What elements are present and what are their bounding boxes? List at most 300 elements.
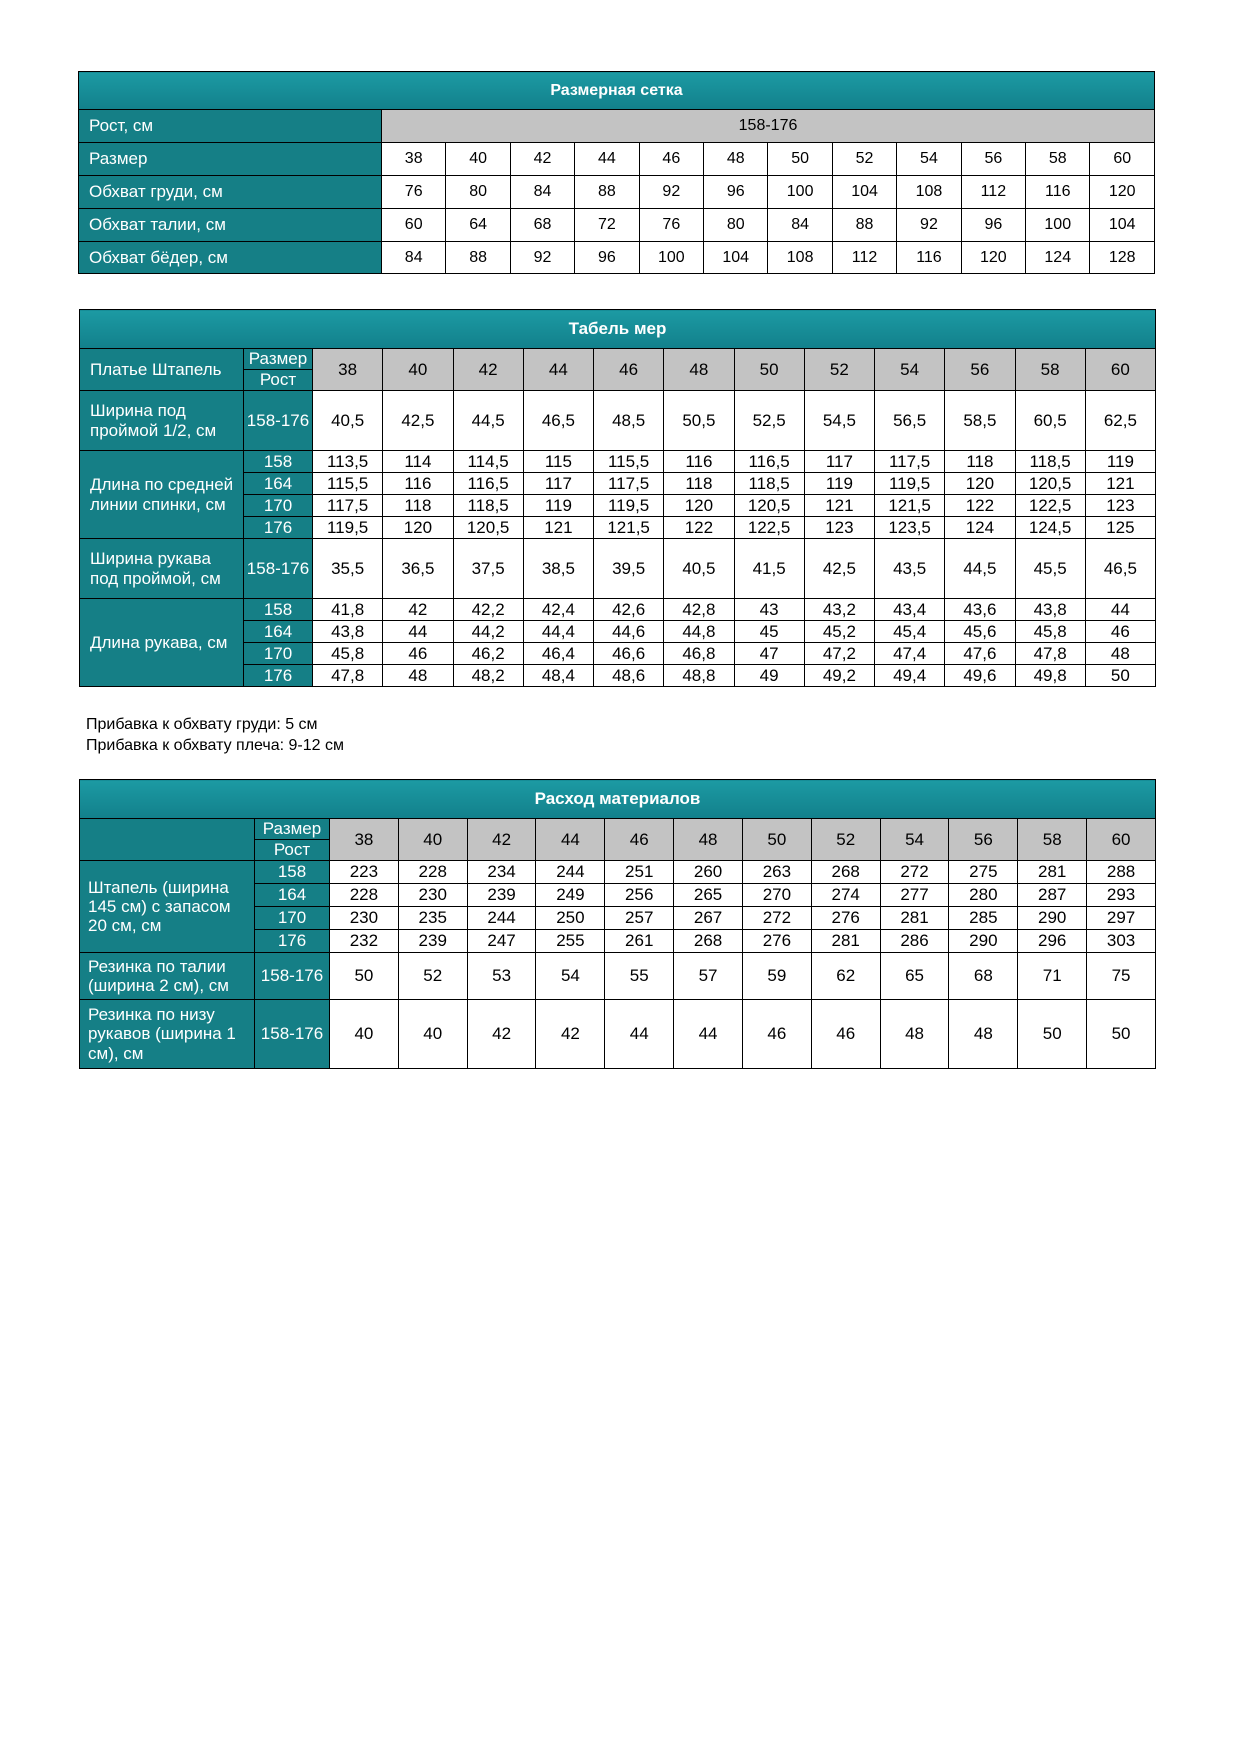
size-header-cell: 56: [945, 349, 1015, 391]
value-cell: 42: [383, 599, 453, 621]
value-cell: 80: [446, 176, 510, 209]
value-cell: 108: [768, 242, 832, 274]
value-cell: 37,5: [453, 539, 523, 599]
value-cell: 57: [674, 953, 743, 1000]
value-cell: 121: [1085, 473, 1155, 495]
value-cell: 43,8: [1015, 599, 1085, 621]
value-cell: 42,8: [664, 599, 734, 621]
value-cell: 116: [383, 473, 453, 495]
value-cell: 114: [383, 451, 453, 473]
size-header-cell: 50: [742, 819, 811, 861]
value-cell: 84: [768, 209, 832, 242]
value-cell: 118,5: [1015, 451, 1085, 473]
value-cell: 49: [734, 665, 804, 687]
value-cell: 44: [674, 1000, 743, 1069]
value-cell: 62: [811, 953, 880, 1000]
size-header-cell: 38: [313, 349, 383, 391]
value-cell: 281: [1018, 861, 1087, 884]
value-cell: 48,2: [453, 665, 523, 687]
materials-row: [80, 861, 1156, 884]
value-cell: 58,5: [945, 391, 1015, 451]
size-header-cell: 40: [398, 819, 467, 861]
value-cell: 124: [945, 517, 1015, 539]
value-cell: 42: [467, 1000, 536, 1069]
value-cell: 296: [1018, 930, 1087, 953]
value-cell: 119,5: [875, 473, 945, 495]
size-header-cell: 46: [605, 819, 674, 861]
row-label: Обхват груди, см: [79, 176, 382, 209]
row-label: Обхват талии, см: [79, 209, 382, 242]
value-cell: 64: [446, 209, 510, 242]
value-cell: 43,8: [313, 621, 383, 643]
value-cell: 122,5: [734, 517, 804, 539]
value-cell: 43: [734, 599, 804, 621]
value-cell: 54,5: [804, 391, 874, 451]
value-cell: 113,5: [313, 451, 383, 473]
value-cell: 44,2: [453, 621, 523, 643]
value-cell: 272: [880, 861, 949, 884]
height-label: Рост: [255, 840, 330, 861]
value-cell: 122,5: [1015, 495, 1085, 517]
value-cell: 55: [605, 953, 674, 1000]
value-cell: 52: [832, 143, 896, 176]
value-cell: 53: [467, 953, 536, 1000]
value-cell: 118: [945, 451, 1015, 473]
value-cell: 52,5: [734, 391, 804, 451]
value-cell: 265: [674, 884, 743, 907]
value-cell: 49,6: [945, 665, 1015, 687]
size-header-cell: 42: [453, 349, 523, 391]
value-cell: 261: [605, 930, 674, 953]
value-cell: 60: [382, 209, 446, 242]
value-cell: 45,8: [313, 643, 383, 665]
height-cell: 158-176: [244, 391, 313, 451]
value-cell: 115: [523, 451, 593, 473]
value-cell: 52: [398, 953, 467, 1000]
value-cell: 75: [1087, 953, 1156, 1000]
value-cell: 76: [639, 209, 703, 242]
height-cell: 158: [255, 861, 330, 884]
value-cell: 280: [949, 884, 1018, 907]
value-cell: 42: [510, 143, 574, 176]
value-cell: 41,8: [313, 599, 383, 621]
value-cell: 48: [383, 665, 453, 687]
value-cell: 88: [575, 176, 639, 209]
value-cell: 116: [1026, 176, 1090, 209]
value-cell: 58: [1026, 143, 1090, 176]
size-header-cell: 58: [1015, 349, 1085, 391]
value-cell: 124,5: [1015, 517, 1085, 539]
value-cell: 270: [742, 884, 811, 907]
value-cell: 44,5: [945, 539, 1015, 599]
value-cell: 47,2: [804, 643, 874, 665]
value-cell: 43,2: [804, 599, 874, 621]
value-cell: 100: [639, 242, 703, 274]
value-cell: 121,5: [875, 495, 945, 517]
value-cell: 268: [811, 861, 880, 884]
value-cell: 48: [949, 1000, 1018, 1069]
value-cell: 118: [383, 495, 453, 517]
measures-header-row: [80, 349, 1156, 370]
value-cell: 119,5: [313, 517, 383, 539]
value-cell: 44: [383, 621, 453, 643]
size-grid-title: Размерная сетка: [79, 72, 1155, 110]
value-cell: 45,5: [1015, 539, 1085, 599]
value-cell: 250: [536, 907, 605, 930]
value-cell: 62,5: [1085, 391, 1155, 451]
value-cell: 47,8: [313, 665, 383, 687]
size-grid-row: [79, 176, 1155, 209]
height-cell: 176: [244, 665, 313, 687]
value-cell: 38: [382, 143, 446, 176]
size-header-cell: 52: [804, 349, 874, 391]
value-cell: 120: [961, 242, 1025, 274]
value-cell: 108: [897, 176, 961, 209]
value-cell: 104: [704, 242, 768, 274]
value-cell: 228: [330, 884, 399, 907]
value-cell: 72: [575, 209, 639, 242]
value-cell: 267: [674, 907, 743, 930]
value-cell: 116,5: [453, 473, 523, 495]
size-header-cell: 54: [875, 349, 945, 391]
value-cell: 59: [742, 953, 811, 1000]
value-cell: 255: [536, 930, 605, 953]
material-label: Штапель (ширина 145 см) с запасом 20 см, см: [80, 861, 255, 953]
size-header-cell: 42: [467, 819, 536, 861]
value-cell: 40: [398, 1000, 467, 1069]
value-cell: 293: [1087, 884, 1156, 907]
value-cell: 288: [1087, 861, 1156, 884]
value-cell: 45: [734, 621, 804, 643]
value-cell: 256: [605, 884, 674, 907]
value-cell: 46,5: [1085, 539, 1155, 599]
value-cell: 44,8: [664, 621, 734, 643]
measure-label: Ширина рукава под проймой, см: [80, 539, 244, 599]
value-cell: 45,6: [945, 621, 1015, 643]
value-cell: 47,8: [1015, 643, 1085, 665]
height-cell: 170: [244, 495, 313, 517]
value-cell: 92: [897, 209, 961, 242]
size-header-cell: 60: [1087, 819, 1156, 861]
value-cell: 112: [832, 242, 896, 274]
value-cell: 263: [742, 861, 811, 884]
value-cell: 38,5: [523, 539, 593, 599]
measures-row: [80, 539, 1156, 599]
value-cell: 54: [897, 143, 961, 176]
value-cell: 244: [467, 907, 536, 930]
value-cell: 44,4: [523, 621, 593, 643]
value-cell: 56: [961, 143, 1025, 176]
value-cell: 41,5: [734, 539, 804, 599]
materials-header-row: [80, 819, 1156, 840]
size-header-cell: 58: [1018, 819, 1087, 861]
value-cell: 68: [949, 953, 1018, 1000]
value-cell: 54: [536, 953, 605, 1000]
value-cell: 40: [446, 143, 510, 176]
size-header-cell: 52: [811, 819, 880, 861]
value-cell: 50: [768, 143, 832, 176]
value-cell: 257: [605, 907, 674, 930]
value-cell: 44: [575, 143, 639, 176]
value-cell: 40,5: [664, 539, 734, 599]
value-cell: 50,5: [664, 391, 734, 451]
value-cell: 249: [536, 884, 605, 907]
height-cell: 176: [244, 517, 313, 539]
value-cell: 276: [742, 930, 811, 953]
note-shoulder-ease: Прибавка к обхвату плеча: 9-12 см: [86, 737, 344, 754]
value-cell: 239: [467, 884, 536, 907]
notes: [86, 714, 344, 756]
value-cell: 287: [1018, 884, 1087, 907]
value-cell: 121,5: [594, 517, 664, 539]
value-cell: 239: [398, 930, 467, 953]
material-label: Резинка по низу рукавов (ширина 1 см), см: [80, 1000, 255, 1069]
value-cell: 44: [1085, 599, 1155, 621]
value-cell: 104: [832, 176, 896, 209]
size-header-cell: 56: [949, 819, 1018, 861]
height-cell: 158-176: [255, 1000, 330, 1069]
value-cell: 303: [1087, 930, 1156, 953]
measure-label: Длина рукава, см: [80, 599, 244, 687]
size-header-cell: 38: [330, 819, 399, 861]
value-cell: 50: [1085, 665, 1155, 687]
value-cell: 42,6: [594, 599, 664, 621]
value-cell: 88: [446, 242, 510, 274]
height-cell: 164: [244, 621, 313, 643]
value-cell: 281: [811, 930, 880, 953]
value-cell: 116,5: [734, 451, 804, 473]
value-cell: 100: [1026, 209, 1090, 242]
value-cell: 234: [467, 861, 536, 884]
value-cell: 45,8: [1015, 621, 1085, 643]
value-cell: 122: [664, 517, 734, 539]
value-cell: 43,4: [875, 599, 945, 621]
size-label: Размер: [244, 349, 313, 370]
value-cell: 119: [804, 473, 874, 495]
row-label: Размер: [79, 143, 382, 176]
value-cell: 118,5: [734, 473, 804, 495]
height-label: Рост, см: [79, 110, 382, 143]
value-cell: 35,5: [313, 539, 383, 599]
value-cell: 123,5: [875, 517, 945, 539]
row-label: Обхват бёдер, см: [79, 242, 382, 274]
value-cell: 268: [674, 930, 743, 953]
size-header-cell: 54: [880, 819, 949, 861]
value-cell: 119: [1085, 451, 1155, 473]
value-cell: 46: [639, 143, 703, 176]
materials-row: [80, 1000, 1156, 1069]
measures-row: [80, 599, 1156, 621]
value-cell: 42,5: [804, 539, 874, 599]
value-cell: 285: [949, 907, 1018, 930]
height-cell: 164: [244, 473, 313, 495]
value-cell: 46,2: [453, 643, 523, 665]
value-cell: 96: [704, 176, 768, 209]
value-cell: 115,5: [313, 473, 383, 495]
value-cell: 48,5: [594, 391, 664, 451]
value-cell: 100: [768, 176, 832, 209]
material-label: Резинка по талии (ширина 2 см), см: [80, 953, 255, 1000]
value-cell: 60,5: [1015, 391, 1085, 451]
size-header-cell: 44: [536, 819, 605, 861]
value-cell: 125: [1085, 517, 1155, 539]
size-header-cell: 40: [383, 349, 453, 391]
value-cell: 40,5: [313, 391, 383, 451]
value-cell: 123: [1085, 495, 1155, 517]
value-cell: 128: [1090, 242, 1155, 274]
value-cell: 232: [330, 930, 399, 953]
value-cell: 46,5: [523, 391, 593, 451]
height-cell: 158: [244, 599, 313, 621]
height-label: Рост: [244, 370, 313, 391]
value-cell: 115,5: [594, 451, 664, 473]
note-chest-ease: Прибавка к обхвату груди: 5 см: [86, 716, 318, 733]
value-cell: 46: [1085, 621, 1155, 643]
value-cell: 223: [330, 861, 399, 884]
size-grid-row: [79, 242, 1155, 274]
value-cell: 36,5: [383, 539, 453, 599]
value-cell: 48: [1085, 643, 1155, 665]
size-header-cell: 46: [594, 349, 664, 391]
value-cell: 281: [880, 907, 949, 930]
value-cell: 47,6: [945, 643, 1015, 665]
value-cell: 46: [811, 1000, 880, 1069]
value-cell: 80: [704, 209, 768, 242]
value-cell: 68: [510, 209, 574, 242]
value-cell: 297: [1087, 907, 1156, 930]
value-cell: 49,2: [804, 665, 874, 687]
value-cell: 39,5: [594, 539, 664, 599]
value-cell: 117,5: [313, 495, 383, 517]
value-cell: 272: [742, 907, 811, 930]
value-cell: 114,5: [453, 451, 523, 473]
value-cell: 123: [804, 517, 874, 539]
size-header-cell: 50: [734, 349, 804, 391]
value-cell: 46: [383, 643, 453, 665]
value-cell: 119: [523, 495, 593, 517]
value-cell: 88: [832, 209, 896, 242]
value-cell: 247: [467, 930, 536, 953]
value-cell: 48,8: [664, 665, 734, 687]
value-cell: 117,5: [875, 451, 945, 473]
value-cell: 42,5: [383, 391, 453, 451]
value-cell: 50: [330, 953, 399, 1000]
size-header-cell: 48: [664, 349, 734, 391]
materials-row: [80, 953, 1156, 1000]
value-cell: 84: [510, 176, 574, 209]
value-cell: 117: [804, 451, 874, 473]
value-cell: 45,2: [804, 621, 874, 643]
value-cell: 45,4: [875, 621, 945, 643]
value-cell: 47,4: [875, 643, 945, 665]
height-cell: 158: [244, 451, 313, 473]
size-header-cell: 48: [674, 819, 743, 861]
value-cell: 120,5: [1015, 473, 1085, 495]
value-cell: 122: [945, 495, 1015, 517]
value-cell: 48: [704, 143, 768, 176]
value-cell: 46,8: [664, 643, 734, 665]
measures-row: [80, 391, 1156, 451]
value-cell: 76: [382, 176, 446, 209]
value-cell: 71: [1018, 953, 1087, 1000]
value-cell: 116: [897, 242, 961, 274]
value-cell: 92: [639, 176, 703, 209]
size-grid-row: [79, 209, 1155, 242]
value-cell: 121: [804, 495, 874, 517]
value-cell: 120: [945, 473, 1015, 495]
height-cell: 170: [244, 643, 313, 665]
size-grid-row: [79, 143, 1155, 176]
value-cell: 124: [1026, 242, 1090, 274]
value-cell: 120,5: [734, 495, 804, 517]
value-cell: 96: [575, 242, 639, 274]
height-range: 158-176: [382, 110, 1155, 143]
value-cell: 235: [398, 907, 467, 930]
value-cell: 44,6: [594, 621, 664, 643]
value-cell: 117,5: [594, 473, 664, 495]
value-cell: 44,5: [453, 391, 523, 451]
value-cell: 50: [1087, 1000, 1156, 1069]
value-cell: 230: [398, 884, 467, 907]
value-cell: 42,4: [523, 599, 593, 621]
value-cell: 117: [523, 473, 593, 495]
height-cell: 158-176: [244, 539, 313, 599]
value-cell: 290: [1018, 907, 1087, 930]
value-cell: 228: [398, 861, 467, 884]
value-cell: 120: [664, 495, 734, 517]
value-cell: 274: [811, 884, 880, 907]
value-cell: 46,6: [594, 643, 664, 665]
value-cell: 48,6: [594, 665, 664, 687]
value-cell: 286: [880, 930, 949, 953]
value-cell: 121: [523, 517, 593, 539]
value-cell: 46: [742, 1000, 811, 1069]
value-cell: 118,5: [453, 495, 523, 517]
value-cell: 49,8: [1015, 665, 1085, 687]
value-cell: 116: [664, 451, 734, 473]
value-cell: 46,4: [523, 643, 593, 665]
value-cell: 65: [880, 953, 949, 1000]
value-cell: 120: [383, 517, 453, 539]
measure-label: Ширина под проймой 1/2, см: [80, 391, 244, 451]
value-cell: 43,6: [945, 599, 1015, 621]
value-cell: 290: [949, 930, 1018, 953]
height-cell: 158-176: [255, 953, 330, 1000]
height-cell: 164: [255, 884, 330, 907]
value-cell: 260: [674, 861, 743, 884]
value-cell: 96: [961, 209, 1025, 242]
value-cell: 56,5: [875, 391, 945, 451]
value-cell: 120,5: [453, 517, 523, 539]
height-cell: 170: [255, 907, 330, 930]
value-cell: 48: [880, 1000, 949, 1069]
measures-row: [80, 451, 1156, 473]
value-cell: 120: [1090, 176, 1155, 209]
measures-title: Табель мер: [80, 310, 1156, 349]
value-cell: 49,4: [875, 665, 945, 687]
value-cell: 40: [330, 1000, 399, 1069]
value-cell: 276: [811, 907, 880, 930]
measures-table: [79, 309, 1156, 687]
size-label: Размер: [255, 819, 330, 840]
value-cell: 43,5: [875, 539, 945, 599]
value-cell: 104: [1090, 209, 1155, 242]
value-cell: 60: [1090, 143, 1155, 176]
value-cell: 50: [1018, 1000, 1087, 1069]
value-cell: 119,5: [594, 495, 664, 517]
size-header-cell: 60: [1085, 349, 1155, 391]
size-header-cell: 44: [523, 349, 593, 391]
